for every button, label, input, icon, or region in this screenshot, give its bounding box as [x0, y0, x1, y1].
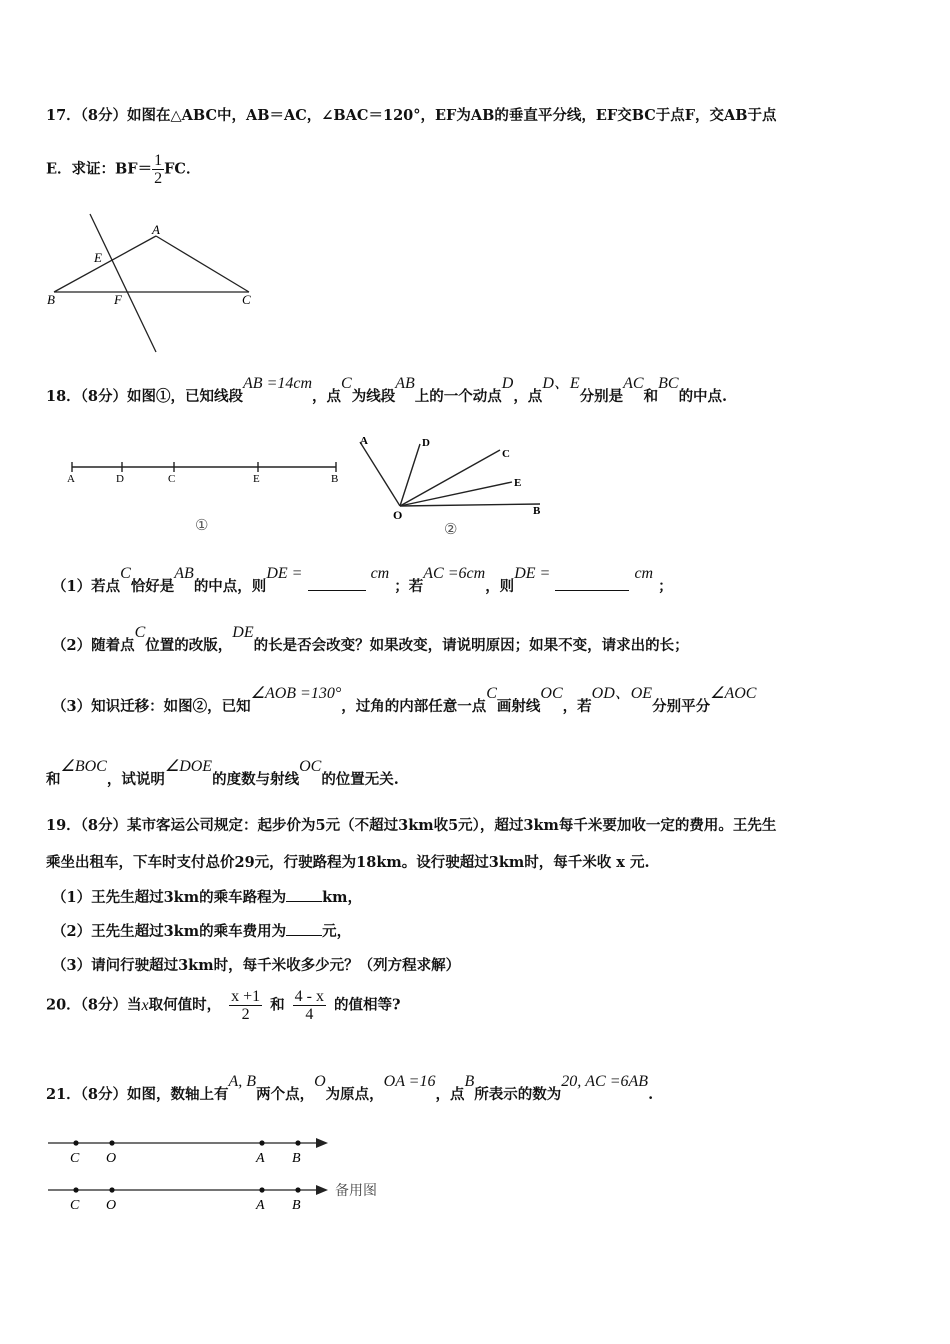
q18-fig1-A: A [67, 473, 75, 485]
q17-label-E: E [94, 250, 102, 265]
q19-p2-b: 元， [322, 923, 352, 940]
q19-p1-a: （1）王先生超过3km的乘车路程为 [52, 889, 287, 906]
q18-fig2-E: E [514, 477, 522, 489]
q18-p1-e: ，则 [485, 578, 515, 595]
q18-p4-a: 和 [46, 771, 61, 788]
q19-part1 [52, 886, 362, 907]
q18-m7: BC [658, 375, 679, 392]
q21-ax1-A: A [256, 1151, 265, 1166]
q18-p1-c: 的中点，则 [193, 578, 267, 595]
q18-m3: AB [395, 375, 415, 392]
q19-part2 [52, 920, 351, 941]
q20-f2-num: 4 - x [294, 988, 324, 1005]
q19-l1: 19．（8分）某市客运公司规定：起步价为5元（不超过3km收5元），超过3km每千米要加收一定的费用。王先生 [46, 817, 777, 834]
q20-a: 20．（8分）当 [46, 996, 142, 1014]
q21-a: 21．（8分）如图，数轴上有 [46, 1086, 229, 1103]
q18-part1 [52, 565, 673, 596]
q18-p1-m4: AC =6cm [423, 565, 486, 582]
q19-part3 [52, 954, 460, 975]
q21-b: 两个点， [256, 1086, 315, 1103]
q20-line [46, 988, 401, 1023]
q21-m2: O [314, 1073, 326, 1090]
q18-p2-m2: DE [232, 624, 254, 641]
q18-p3-m3: OC [540, 685, 563, 702]
q17-triangle-figure [44, 212, 259, 357]
q21-m5: 20, AC =6AB [561, 1073, 649, 1090]
q21-m1: A, B [228, 1073, 257, 1090]
q18-fig2-B: B [533, 505, 541, 517]
q18-p2-b: 位置的改版， [145, 637, 233, 654]
q18-p1-blank2 [555, 578, 629, 591]
q20-fraction2 [293, 988, 326, 1023]
q18-p3-m2: C [486, 685, 497, 702]
q21-c: 为原点， [325, 1086, 384, 1103]
q18-p3-m1: ∠AOB =130° [250, 685, 342, 702]
q21-line [46, 1073, 654, 1104]
q17-label-F: F [114, 292, 122, 307]
q18-p3-d: ，若 [562, 698, 592, 715]
q18-p1-u1: cm [370, 565, 390, 582]
q18-p4-m2: ∠DOE [164, 758, 213, 775]
q20-b: 取何值时， [148, 996, 222, 1014]
q17-text2b: FC． [164, 160, 201, 178]
q18-p2-m1: C [134, 624, 146, 641]
q17-line2 [46, 152, 200, 187]
q18-m4: D [501, 375, 514, 392]
q18-fig2-caption: ② [444, 522, 458, 538]
q18-fig1-C: C [168, 473, 176, 485]
q18-fig2-C: C [502, 448, 510, 460]
q18-fig2-A: A [360, 435, 368, 447]
q17-label-A: A [152, 222, 160, 237]
q21-f: . [648, 1086, 654, 1103]
q19-line2 [46, 851, 650, 872]
q18-p1-u2: cm [634, 565, 654, 582]
q18-p1-m1: C [120, 565, 131, 582]
q18-t7: 和 [643, 388, 659, 405]
q18-p1-f: ； [658, 578, 673, 595]
q18-p1-b: 恰好是 [130, 578, 175, 595]
q18-angle-figure [350, 430, 550, 540]
q21-e: 所表示的数为 [474, 1086, 562, 1103]
q18-fig1-E: E [253, 473, 260, 485]
q18-fig2-O: O [393, 508, 403, 522]
q18-p2-c: 的长是否会改变？如果改变，请说明原因；如果不变，请求出的长； [253, 637, 689, 654]
q21-ax1-C: C [70, 1151, 80, 1166]
q18-part3 [52, 685, 757, 716]
q18-p3-c: 画射线 [496, 698, 541, 715]
q21-ax1-O: O [106, 1151, 117, 1166]
q21-ax2-C: C [70, 1198, 80, 1213]
q18-fig1-caption: ① [195, 518, 209, 534]
q19-p3: （3）请问行驶超过3km时，每千米收多少元？（列方程求解） [52, 957, 461, 974]
q18-p3-m5: ∠AOC [710, 685, 757, 702]
q18-p1-a: （1）若点 [52, 578, 121, 595]
q17-text2a: E．求证：BF＝ [46, 160, 153, 178]
q19-l2: 乘坐出租车，下车时支付总价29元，行驶路程为18km。设行驶超过3km时，每千米收 x 元. [46, 854, 650, 871]
q18-m2: C [341, 375, 352, 392]
q18-stem [46, 375, 728, 406]
q20-f1-den: 2 [241, 1006, 250, 1023]
q17-label-C: C [242, 292, 251, 307]
q19-line1 [46, 814, 776, 835]
q18-p3-a: （3）知识迁移：如图②，已知 [52, 698, 251, 715]
q17-frac-num: 1 [154, 152, 163, 169]
q18-t3: 为线段 [351, 388, 396, 405]
q18-segment-figure [62, 455, 352, 540]
q18-p3-m4: OD、OE [591, 685, 653, 702]
q18-p1-m5: DE = [514, 565, 551, 582]
q18-t5: ，点 [513, 388, 543, 405]
q17-text1: 17．（8分）如图在△ABC中，AB＝AC，∠BAC＝120°，EF为AB的垂直平分线，EF交BC于点F，交AB于点 [46, 107, 777, 124]
q18-p4-c: 的度数与射线 [212, 771, 300, 788]
q17-line1 [46, 104, 777, 125]
q19-p2-blank [286, 923, 322, 936]
q21-number-line-1 [46, 1133, 346, 1168]
q18-t1: 18．（8分）如图①，已知线段 [46, 388, 244, 405]
q18-p4-d: 的位置无关. [321, 771, 399, 788]
q18-t6: 分别是 [579, 388, 624, 405]
q20-c: 和 [270, 996, 285, 1014]
q18-p1-d: ；若 [394, 578, 424, 595]
q18-m5: D、E [542, 375, 580, 392]
q21-ax1-B: B [292, 1151, 301, 1166]
q18-part3-cont [46, 758, 399, 789]
q19-p1-blank [286, 889, 322, 902]
q18-part2 [52, 624, 689, 655]
q21-ax2-O: O [106, 1198, 117, 1213]
q21-ax2-A: A [256, 1198, 265, 1213]
q21-d: ，点 [435, 1086, 465, 1103]
q19-p2-a: （2）王先生超过3km的乘车费用为 [52, 923, 287, 940]
q21-m3: OA =16 [383, 1073, 436, 1090]
q21-number-line-2 [46, 1180, 406, 1215]
q18-p1-m3: DE = [266, 565, 303, 582]
q18-p4-m3: OC [299, 758, 322, 775]
q18-fig1-D: D [116, 473, 124, 485]
q18-fig1-B: B [331, 473, 339, 485]
q20-fraction1 [229, 988, 262, 1023]
q18-m1: AB =14cm [243, 375, 313, 392]
q18-p1-blank1 [308, 578, 366, 591]
q17-frac-den: 2 [154, 170, 163, 187]
q21-ax2-note: 备用图 [335, 1184, 377, 1199]
q18-p4-m1: ∠BOC [60, 758, 107, 775]
q17-label-B: B [47, 292, 55, 307]
q17-fraction [152, 152, 164, 187]
q18-t8: 的中点. [678, 388, 728, 405]
q18-t2: ，点 [312, 388, 342, 405]
q18-p1-m2: AB [174, 565, 194, 582]
q18-m6: AC [623, 375, 644, 392]
q20-f1-num: x +1 [231, 988, 261, 1005]
q18-t4: 上的一个动点 [414, 388, 502, 405]
q18-p3-e: 分别平分 [652, 698, 711, 715]
q18-p2-a: （2）随着点 [52, 637, 135, 654]
q20-f2-den: 4 [305, 1006, 314, 1023]
q18-p4-b: ，试说明 [106, 771, 165, 788]
q19-p1-b: km， [322, 889, 362, 906]
q21-ax2-B: B [292, 1198, 301, 1213]
q18-p3-b: ，过角的内部任意一点 [341, 698, 487, 715]
q18-fig2-D: D [422, 437, 430, 449]
q20-m1: x [141, 996, 149, 1014]
q20-d: 的值相等? [334, 996, 401, 1014]
q21-m4: B [464, 1073, 475, 1090]
